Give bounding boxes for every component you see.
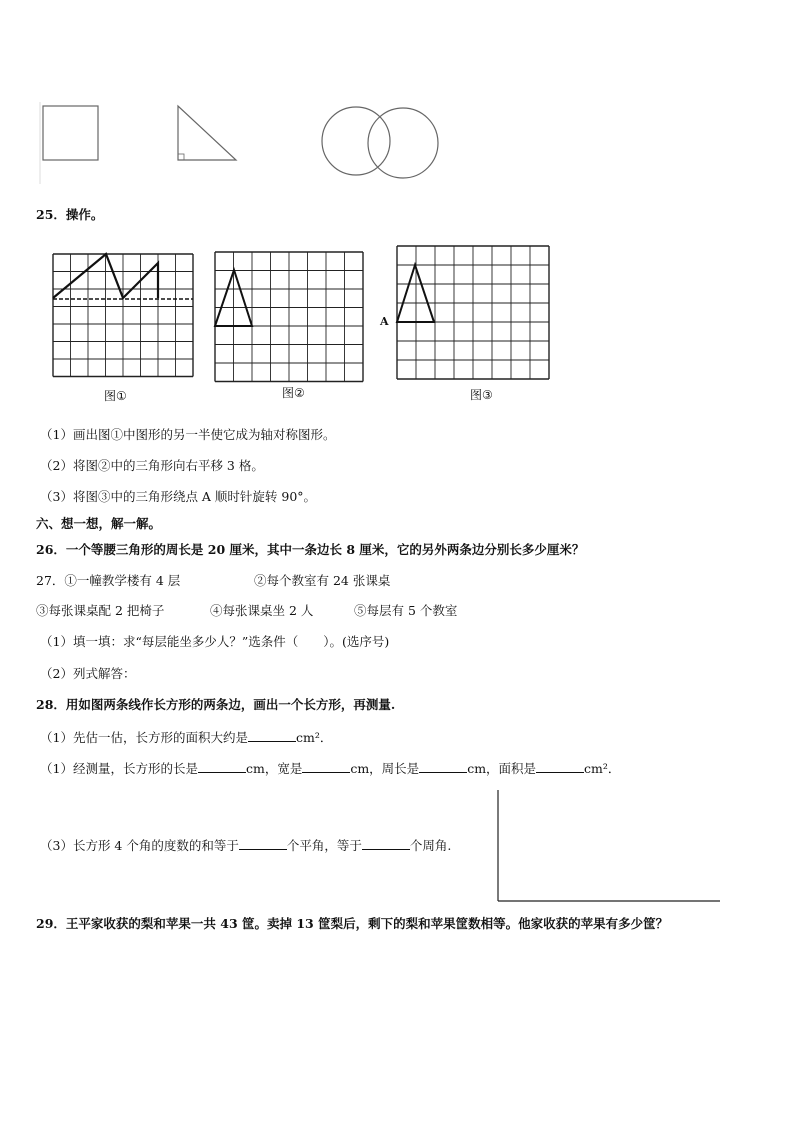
length-blank[interactable] [198, 760, 246, 773]
area-estimate-blank[interactable] [248, 729, 296, 742]
q28-sub2-text-b: cm，宽是 [245, 761, 303, 776]
triangle-to-rotate [397, 265, 434, 322]
q28-sub1-text-a: （1）先估一估，长方形的面积大约是 [40, 730, 248, 745]
q28-sub-2 [40, 760, 620, 777]
grid-figure-3 [396, 245, 552, 380]
area-blank[interactable] [536, 760, 584, 773]
q25-item-2: （2）将图②中的三角形向右平移 3 格。 [40, 458, 264, 473]
grid-3-lines [397, 246, 549, 379]
q27-condition-2: ②每个教室有 24 张课桌 [254, 573, 391, 588]
q27-condition-3: ③每张课桌配 2 把椅子 [36, 603, 165, 618]
fig1-caption: 图① [104, 389, 127, 403]
section-six-title: 六、想一想，解一解。 [36, 516, 162, 531]
q28-sub2-text-a: （1）经测量，长方形的长是 [40, 761, 198, 776]
q25-heading: 25．操作。 [36, 207, 104, 222]
q27-condition-1: 27．①一幢教学楼有 4 层 [36, 573, 181, 588]
q26-text: 26．一个等腰三角形的周长是 20 厘米，其中一条边长 8 厘米，它的另外两条边分别长多少厘米？ [36, 542, 585, 557]
q28-sub2-text-d: cm，面积是 [467, 761, 537, 776]
q27-condition-4: ④每张课桌坐 2 人 [210, 603, 314, 618]
q28-sub3-text-c: 个周角. [409, 838, 452, 853]
fig3-caption: 图③ [470, 388, 493, 402]
grid-2-lines [215, 252, 363, 382]
fig2-caption: 图② [282, 386, 305, 400]
q29-text: 29．王平家收获的梨和苹果一共 43 筐。卖掉 13 筐梨后，剩下的梨和苹果筐数相等。他家收获的苹果有多少筐？ [36, 916, 669, 931]
q27-sub-1: （1）填一填：求“每层能坐多少人？”选条件（ ）。(选序号) [40, 634, 390, 649]
q27-condition-5: ⑤每层有 5 个教室 [354, 603, 458, 618]
q28-sub1-text-b: cm²． [295, 730, 333, 745]
rectangle-sides-diagram [494, 790, 724, 906]
right-triangle-shape [172, 100, 244, 164]
straight-angle-blank[interactable] [239, 837, 287, 850]
perimeter-blank[interactable] [419, 760, 467, 773]
q28-sub2-text-e: cm²． [584, 761, 621, 776]
q28-intro: 28．用如图两条线作长方形的两条边，画出一个长方形，再测量. [36, 697, 396, 712]
width-blank[interactable] [302, 760, 350, 773]
q28-sub2-text-c: cm，周长是 [350, 761, 420, 776]
square-shape [38, 100, 102, 190]
q28-sub-3 [40, 837, 451, 854]
point-a-label: A [380, 315, 389, 328]
q28-sub3-text-a: （3）长方形 4 个角的度数的和等于 [40, 838, 239, 853]
q28-sub3-text-b: 个平角，等于 [286, 838, 362, 853]
q27-sub-2: （2）列式解答： [40, 666, 136, 681]
q28-sub-1 [40, 729, 332, 746]
grid-1-lines [53, 254, 193, 377]
full-angle-blank[interactable] [362, 837, 410, 850]
q25-item-1: （1）画出图①中图形的另一半使它成为轴对称图形。 [40, 427, 336, 442]
overlapping-circles-shape [318, 104, 444, 184]
grid-figure-1 [52, 253, 192, 378]
grid-figure-2 [214, 251, 366, 376]
q25-item-3: （3）将图③中的三角形绕点 A 顺时针旋转 90°。 [40, 489, 317, 504]
